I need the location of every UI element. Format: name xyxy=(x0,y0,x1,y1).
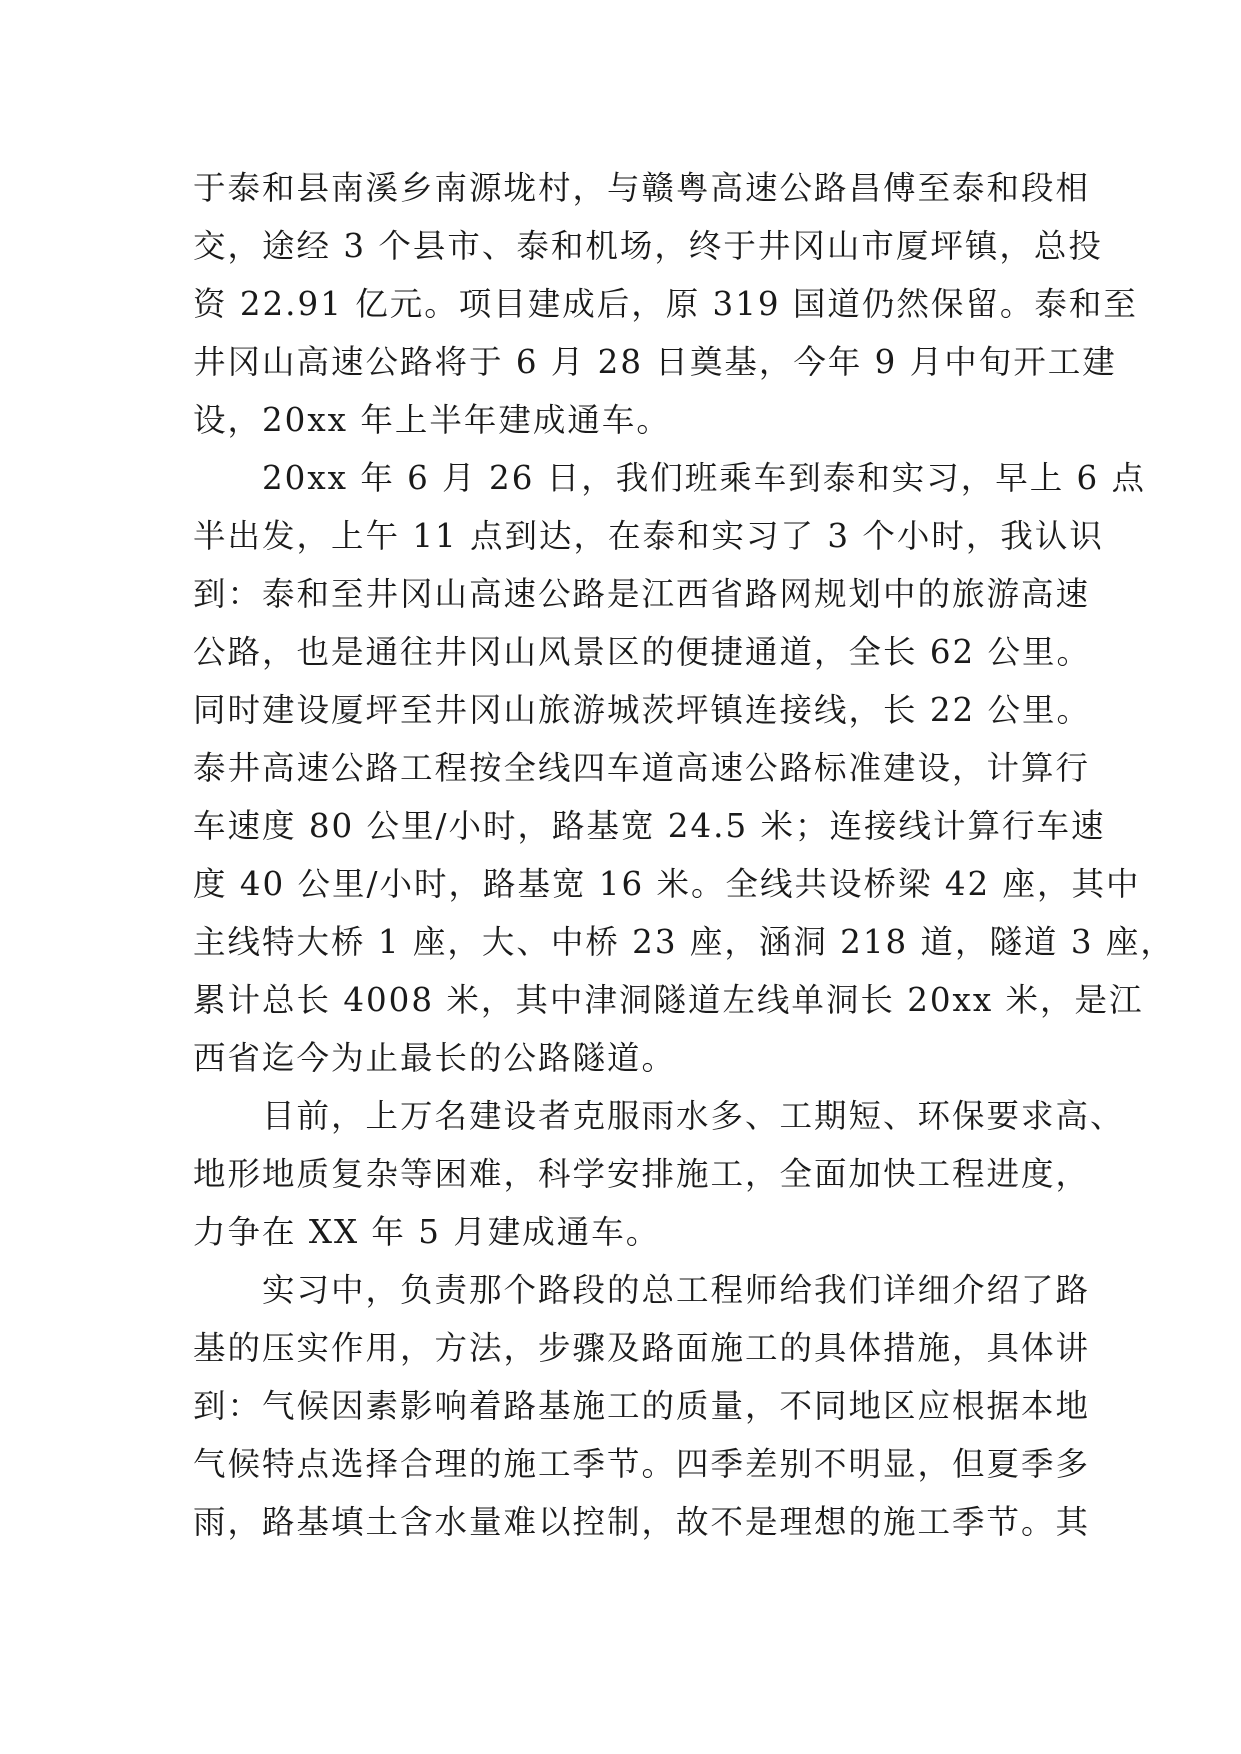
text-line: 泰井高速公路工程按全线四车道高速公路标准建设，计算行 xyxy=(193,749,1091,787)
paragraph-4 xyxy=(193,1261,1091,1551)
text-line: 累计总长 4008 米，其中津洞隧道左线单洞长 20xx 米，是江 xyxy=(193,981,1144,1019)
text-line: 于泰和县南溪乡南源垅村，与赣粤高速公路昌傅至泰和段相 xyxy=(193,169,1091,207)
text-line: 半出发，上午 11 点到达，在泰和实习了 3 个小时，我认识 xyxy=(193,517,1104,555)
text-line: 到：泰和至井冈山高速公路是江西省路网规划中的旅游高速 xyxy=(193,575,1091,613)
text-line: 基的压实作用，方法，步骤及路面施工的具体措施，具体讲 xyxy=(193,1329,1091,1367)
text-line: 西省迄今为止最长的公路隧道。 xyxy=(193,1039,677,1077)
text-line: 雨，路基填土含水量难以控制，故不是理想的施工季节。其 xyxy=(193,1503,1091,1541)
text-line: 设，20xx 年上半年建成通车。 xyxy=(193,401,671,439)
text-line: 气候特点选择合理的施工季节。四季差别不明显，但夏季多 xyxy=(193,1445,1091,1483)
paragraph-1 xyxy=(193,159,1138,449)
text-line: 目前，上万名建设者克服雨水多、工期短、环保要求高、 xyxy=(193,1097,1125,1135)
text-line: 公路，也是通往井冈山风景区的便捷通道，全长 62 公里。 xyxy=(193,633,1092,671)
text-line: 车速度 80 公里/小时，路基宽 24.5 米；连接线计算行车速 xyxy=(193,807,1106,845)
text-line: 主线特大桥 1 座，大、中桥 23 座，涵洞 218 道，隧道 3 座， xyxy=(193,923,1175,961)
text-line: 交，途经 3 个县市、泰和机场，终于井冈山市厦坪镇，总投 xyxy=(193,227,1103,265)
text-line: 井冈山高速公路将于 6 月 28 日奠基，今年 9 月中旬开工建 xyxy=(193,343,1117,381)
text-line: 地形地质复杂等困难，科学安排施工，全面加快工程进度， xyxy=(193,1155,1091,1193)
text-line: 实习中，负责那个路段的总工程师给我们详细介绍了路 xyxy=(193,1271,1091,1309)
document-body xyxy=(193,159,1175,1551)
text-line: 力争在 XX 年 5 月建成通车。 xyxy=(193,1213,661,1251)
paragraph-3 xyxy=(193,1087,1125,1261)
text-line: 同时建设厦坪至井冈山旅游城茨坪镇连接线，长 22 公里。 xyxy=(193,691,1092,729)
text-line: 20xx 年 6 月 26 日，我们班乘车到泰和实习，早上 6 点 xyxy=(193,459,1147,497)
paragraph-2 xyxy=(193,449,1175,1087)
text-line: 资 22.91 亿元。项目建成后，原 319 国道仍然保留。泰和至 xyxy=(193,285,1138,323)
text-line: 度 40 公里/小时，路基宽 16 米。全线共设桥梁 42 座，其中 xyxy=(193,865,1141,903)
text-line: 到：气候因素影响着路基施工的质量，不同地区应根据本地 xyxy=(193,1387,1091,1425)
